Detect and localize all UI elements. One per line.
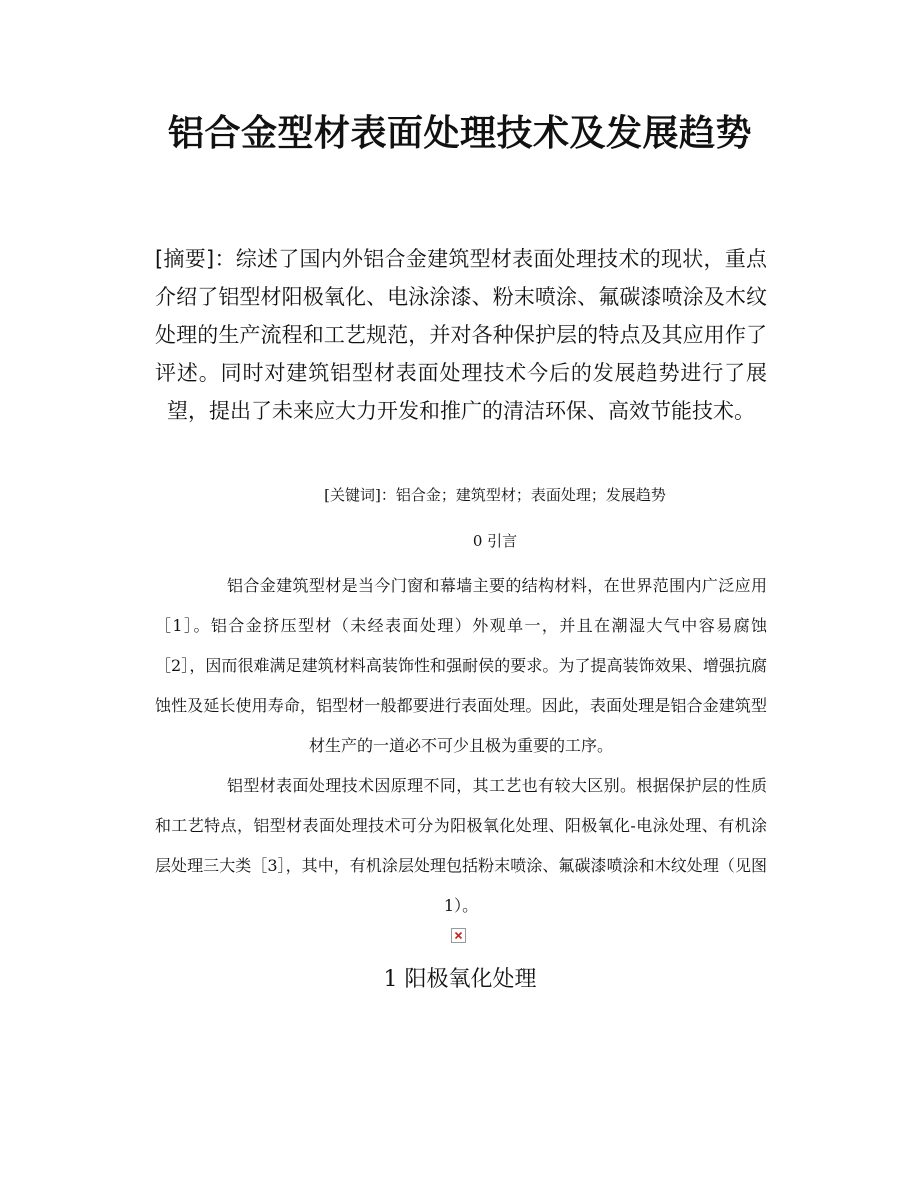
section-heading: 1 阳极氧化处理	[383, 967, 537, 992]
intro-heading: 0 引言	[472, 532, 518, 550]
paragraph: 铝型材表面处理技术因原理不同，其工艺也有较大区别。根据保护层的性质和工艺特点，铝型材表面处理技术可分为阳极氧化处理、阳极氧化-电泳处理、有机涂层处理三大类［3］，其中，有机涂层处理包括粉末喷涂、氟碳漆喷涂和木纹处理（见图1）。	[155, 776, 767, 915]
abstract-text: ：综述了国内外铝合金建筑型材表面处理技术的现状，重点介绍了铝型材阳极氧化、电泳涂漆、粉末喷涂、氟碳漆喷涂及木纹处理的生产流程和工艺规范，并对各种保护层的特点及其应用作了评述。同时对建筑铝型材表面处理技术今后的发展趋势进行了展望，提出了未来应大力开发和推广的清洁环保、高效节能技术。	[155, 247, 768, 423]
abstract	[155, 240, 767, 430]
document-title: 铝合金型材表面处理技术及发展趋势	[167, 113, 752, 154]
paragraph: 铝合金建筑型材是当今门窗和幕墙主要的结构材料，在世界范围内广泛应用［1］。铝合金挤压型材（未经表面处理）外观单一，并且在潮湿大气中容易腐蚀［2］，因而很难满足建筑材料高装饰性和强耐侯的要求。为了提高装饰效果、增强抗腐蚀性及延长使用寿命，铝型材一般都要进行表面处理。因此，表面处理是铝合金建筑型材生产的一道必不可少且极为重要的工序。	[155, 576, 767, 755]
broken-image-icon	[451, 928, 466, 943]
abstract-label: [摘要]	[155, 247, 215, 271]
keywords: [关键词]：铝合金；建筑型材；表面处理；发展趋势	[324, 486, 666, 504]
